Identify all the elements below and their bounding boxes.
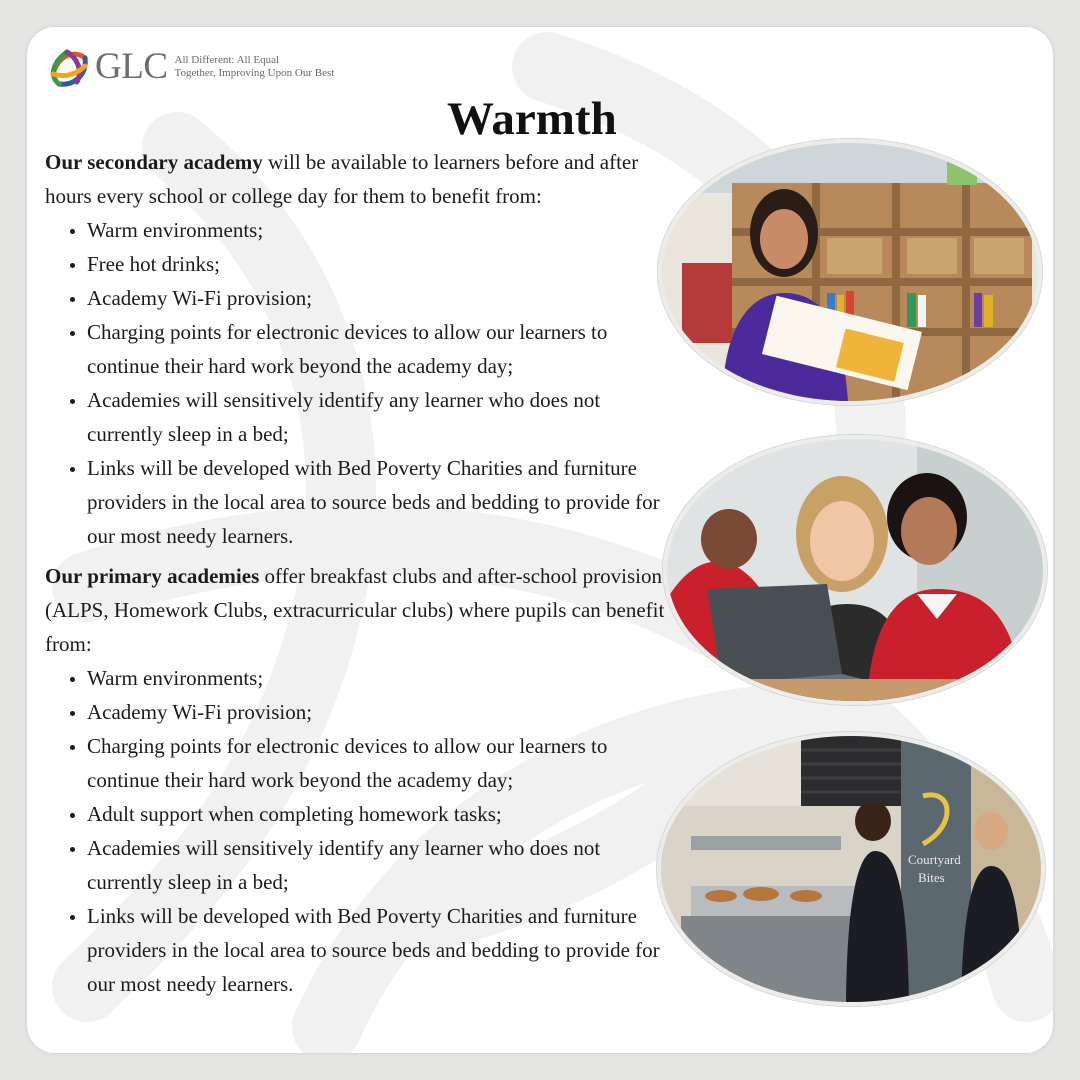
photo-girl-reading [658, 139, 1042, 405]
secondary-intro [45, 145, 675, 213]
primary-lead-bold: Our primary academies [45, 564, 260, 588]
list-item: • Academies will sensitively identify any learner who does not currently sleep in a bed; [87, 831, 675, 899]
list-item: • Charging points for electronic devices to allow our learners to continue their hard work beyond the academy day; [87, 315, 675, 383]
secondary-list [45, 213, 675, 553]
glc-star-logo-icon [45, 44, 91, 90]
primary-lead-text: offer breakfast clubs and after-school provision (ALPS, Homework Clubs, extracurricular clubs) where pupils can benefit from: [45, 564, 665, 656]
list-item: • Adult support when completing homework tasks; [87, 797, 675, 831]
brand-logo [45, 44, 334, 90]
main-content [45, 145, 675, 1007]
tagline-line-1: All Different: All Equal [174, 54, 280, 66]
sign-text-line-1: Courtyard [908, 852, 961, 867]
primary-intro [45, 559, 675, 661]
brand-name: GLC [95, 46, 168, 87]
photo-courtyard-bites [657, 732, 1045, 1006]
tagline-line-2: Together, Improving Upon Our Best [174, 67, 335, 79]
secondary-lead-text: will be available to learners before and after hours every school or college day for them to benefit from: [45, 150, 639, 208]
page-title: Warmth [447, 93, 617, 145]
primary-list [45, 661, 675, 1001]
list-item: • Warm environments; [87, 661, 675, 695]
list-item: • Academy Wi-Fi provision; [87, 695, 675, 729]
sign-text-line-2: Bites [918, 870, 945, 885]
list-item: • Links will be developed with Bed Poverty Charities and furniture providers in the local area to source beds and bedding to provide for our most needy learners. [87, 899, 675, 1001]
list-item: • Free hot drinks; [87, 247, 675, 281]
secondary-lead-bold: Our secondary academy [45, 150, 263, 174]
page-card [27, 27, 1053, 1053]
brand-tagline [175, 54, 335, 80]
list-item: • Academy Wi-Fi provision; [87, 281, 675, 315]
list-item: • Academies will sensitively identify any learner who does not currently sleep in a bed; [87, 383, 675, 451]
list-item: • Links will be developed with Bed Poverty Charities and furniture providers in the local area to source beds and bedding to provide for our most needy learners. [87, 451, 675, 553]
photo-laptop-learning [663, 435, 1047, 705]
list-item: • Charging points for electronic devices to allow our learners to continue their hard work beyond the academy day; [87, 729, 675, 797]
list-item: • Warm environments; [87, 213, 675, 247]
